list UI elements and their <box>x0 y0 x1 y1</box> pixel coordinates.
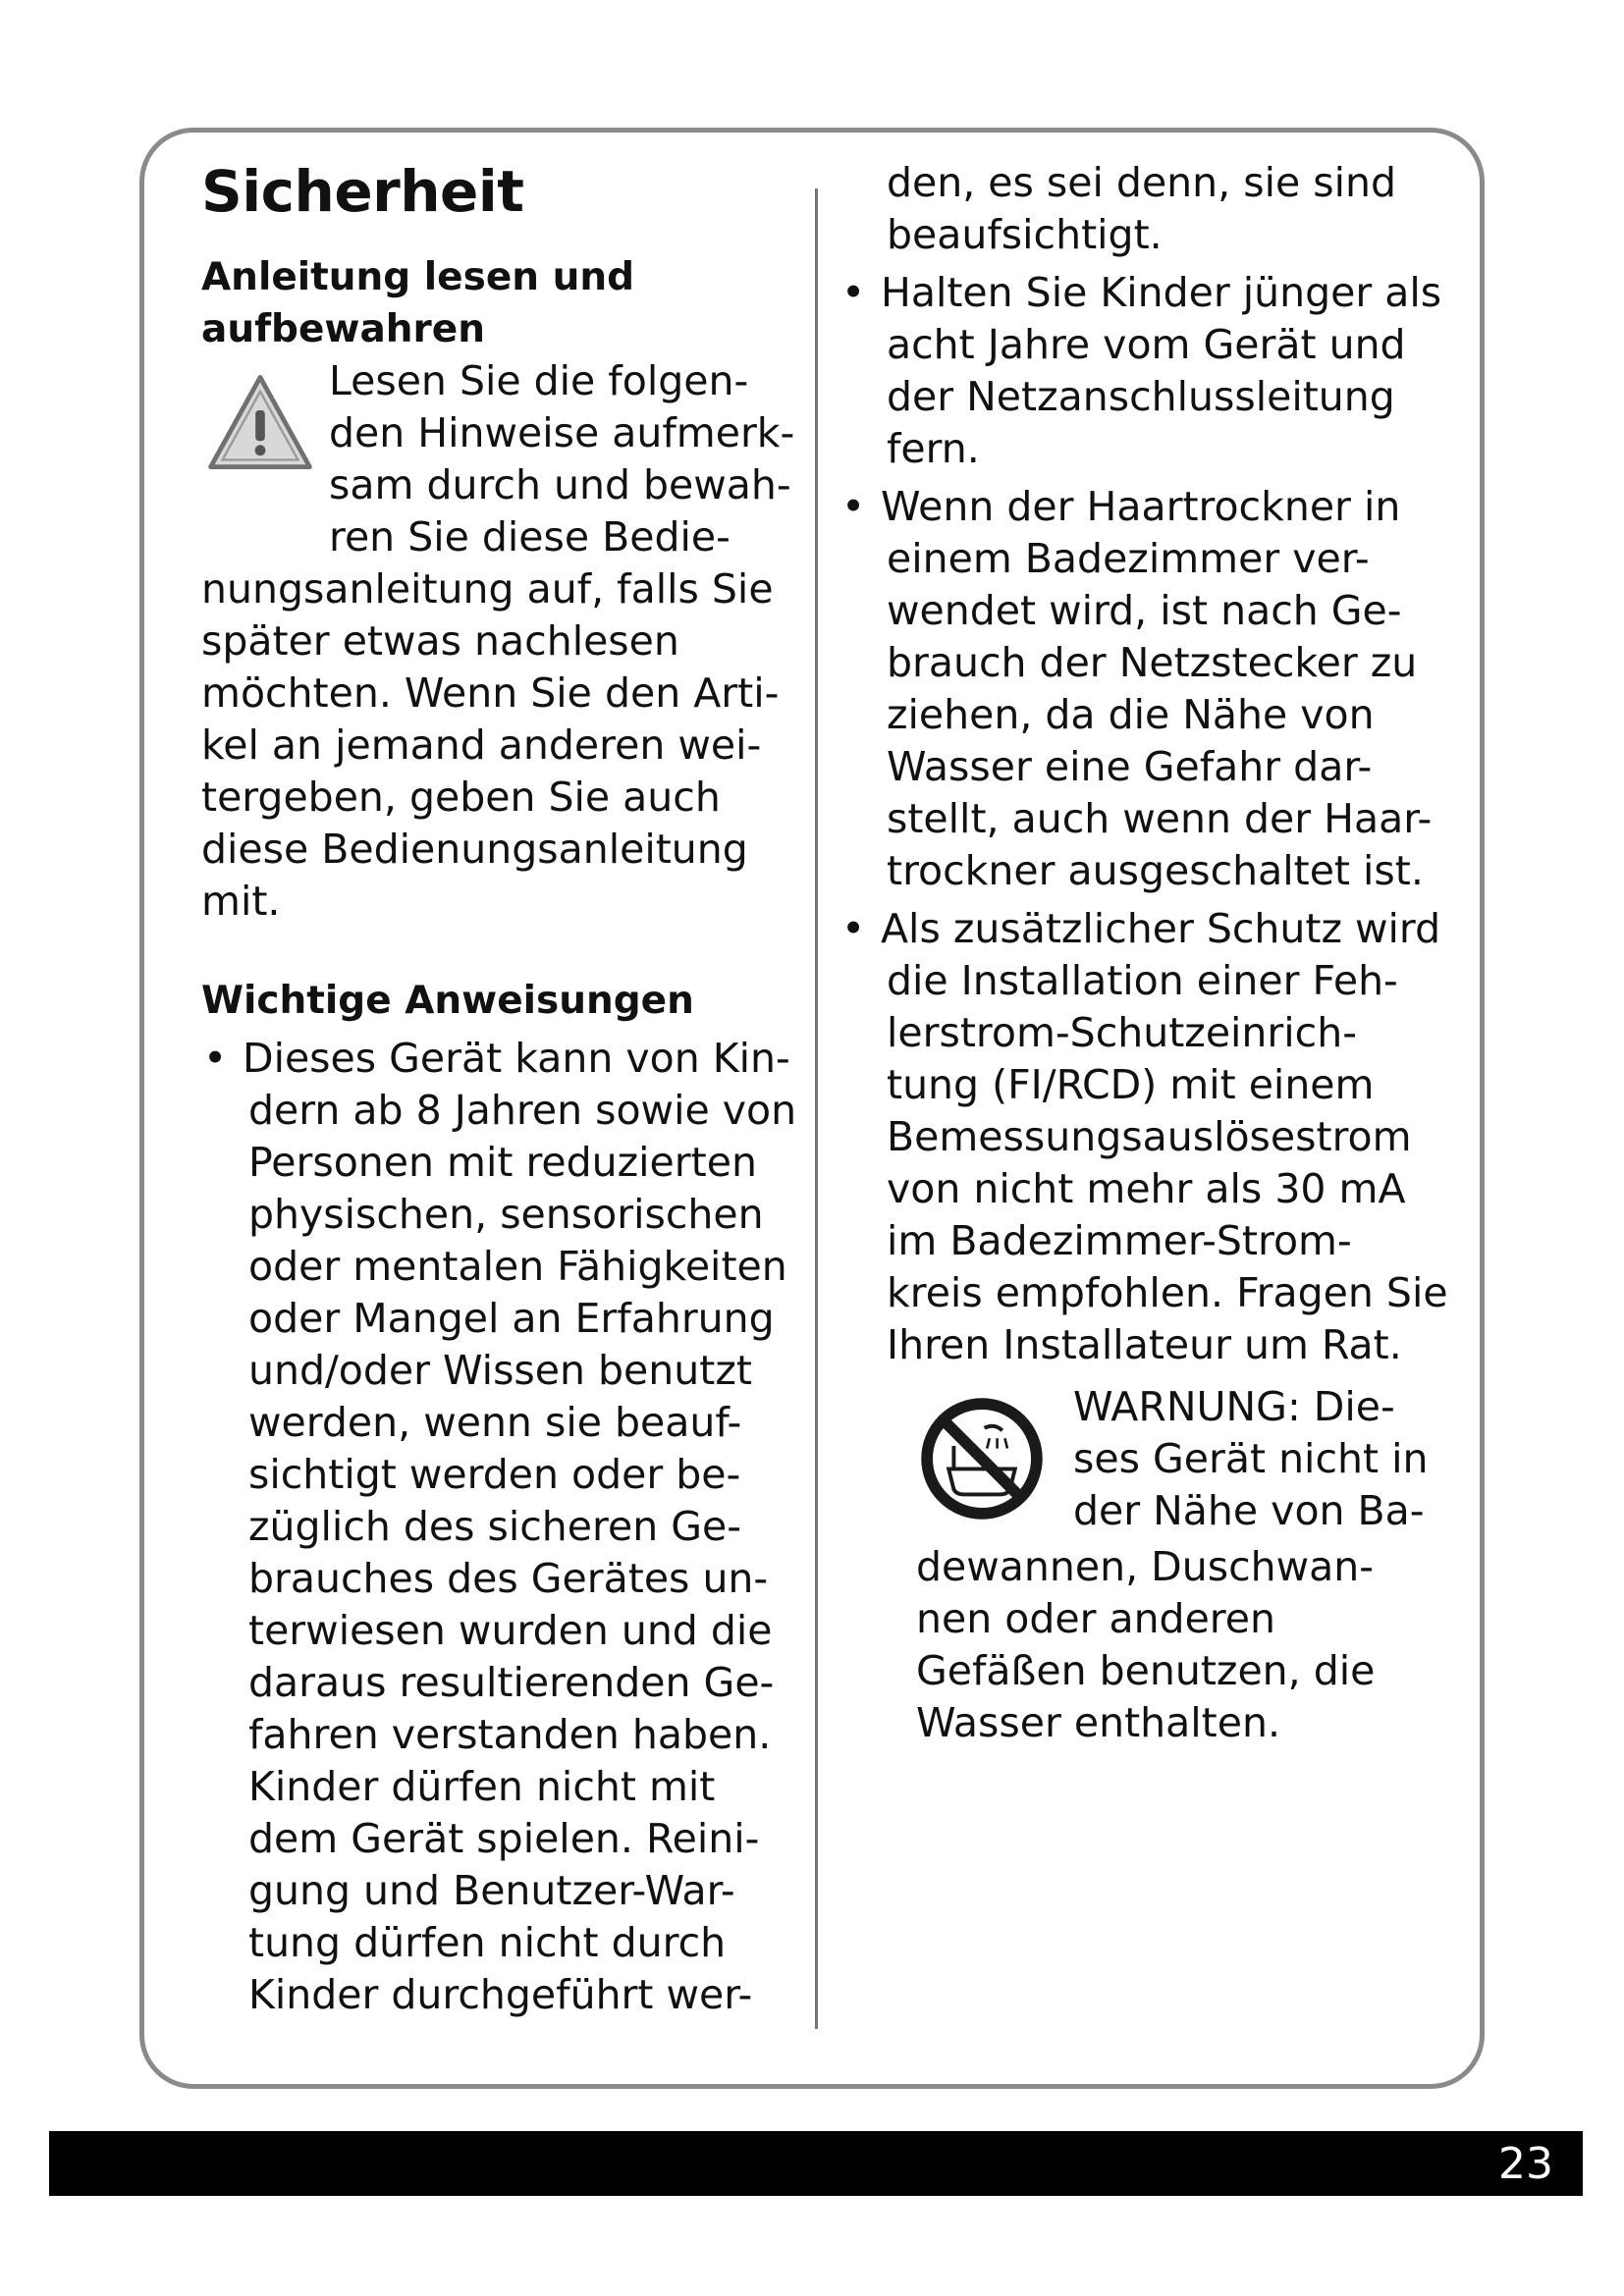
warning-continued-text <box>839 1541 1429 1749</box>
page-number: 23 <box>1498 2138 1553 2189</box>
text-line: dem Gerät spielen. Reini- <box>248 1815 760 1862</box>
page-title: Sicherheit <box>201 158 524 225</box>
left-column <box>201 157 797 2021</box>
text-line: gung und Benutzer-War- <box>248 1867 735 1914</box>
text-line: sam durch und bewah- <box>329 461 791 508</box>
text-line: einem Badezimmer ver- <box>887 535 1370 582</box>
text-line: beaufsichtigt. <box>887 211 1163 258</box>
text-line: brauch der Netzstecker zu <box>887 639 1418 686</box>
text-line: den Hinweise aufmerk- <box>329 409 795 456</box>
section-heading-read-instructions <box>201 251 790 355</box>
text-line: fern. <box>887 425 980 472</box>
text-line: WARNUNG: Die- <box>1073 1383 1395 1430</box>
text-line: den, es sei denn, sie sind <box>887 159 1396 206</box>
text-line: Kinder durchgeführt wer- <box>248 1971 753 2018</box>
no-bathtub-icon <box>918 1395 1046 1522</box>
column-divider <box>815 188 818 2029</box>
text-line: Dieses Gerät kann von Kin- <box>243 1035 790 1082</box>
text-line: terwiesen wurden und die <box>248 1607 773 1654</box>
text-line: Wasser enthalten. <box>916 1699 1280 1746</box>
text-line: werden, wenn sie beauf- <box>248 1399 742 1446</box>
intro-paragraph <box>201 355 795 928</box>
text-line: trockner ausgeschaltet ist. <box>887 847 1424 894</box>
heading-line: aufbewahren <box>201 307 485 351</box>
text-line: Kinder dürfen nicht mit <box>248 1763 716 1810</box>
list-item <box>201 1033 797 2021</box>
text-line: physischen, sensorischen <box>248 1191 764 1238</box>
text-line: Halten Sie Kinder jünger als <box>881 269 1442 316</box>
list-item <box>839 903 1448 1371</box>
text-line: im Badezimmer-Strom- <box>887 1217 1352 1264</box>
bullet-icon: • <box>841 905 866 952</box>
bullet-icon: • <box>841 483 866 530</box>
text-line: stellt, auch wenn der Haar- <box>887 795 1433 842</box>
text-line: fahren verstanden haben. <box>248 1711 772 1758</box>
text-line: diese Bedienungsanleitung <box>201 826 748 873</box>
text-line: brauches des Gerätes un- <box>248 1555 769 1602</box>
text-line: der Netzanschlussleitung <box>887 373 1395 420</box>
warning-triangle-icon <box>201 363 319 481</box>
text-line: sichtigt werden oder be- <box>248 1451 741 1498</box>
continued-text <box>839 157 1429 261</box>
text-line: ses Gerät nicht in <box>1073 1435 1429 1482</box>
text-line: tung dürfen nicht durch <box>248 1919 727 1966</box>
text-line: ziehen, da die Nähe von <box>887 691 1375 738</box>
text-line: mit. <box>201 878 281 925</box>
text-line: Wasser eine Gefahr dar- <box>887 743 1373 790</box>
text-line: wendet wird, ist nach Ge- <box>887 587 1402 634</box>
bullet-icon: • <box>203 1035 228 1082</box>
text-line: Personen mit reduzierten <box>248 1139 757 1186</box>
list-item <box>839 481 1433 897</box>
text-line: Ihren Installateur um Rat. <box>887 1321 1402 1368</box>
text-line: Bemessungsauslösestrom <box>887 1113 1412 1160</box>
text-line: möchten. Wenn Sie den Arti- <box>201 669 780 717</box>
text-line: ren Sie diese Bedie- <box>329 513 731 561</box>
text-line: oder Mangel an Erfahrung <box>248 1295 775 1342</box>
text-line: kreis empfohlen. Fragen Sie <box>887 1269 1448 1316</box>
text-line: Lesen Sie die folgen- <box>329 357 749 404</box>
text-line: die Installation einer Feh- <box>887 957 1398 1004</box>
text-line: lerstrom-Schutzeinrich- <box>887 1009 1357 1056</box>
text-line: züglich des sicheren Ge- <box>248 1503 742 1550</box>
footer-bar <box>49 2131 1583 2196</box>
right-column <box>839 157 1448 1749</box>
text-line: daraus resultierenden Ge- <box>248 1659 775 1706</box>
text-line: nen oder anderen <box>916 1595 1275 1642</box>
heading-line: Anleitung lesen und <box>201 255 635 299</box>
list-item <box>839 267 1442 475</box>
bullet-icon: • <box>841 269 866 316</box>
bathtub-warning <box>839 1381 1429 1537</box>
text-line: acht Jahre vom Gerät und <box>887 321 1406 368</box>
section-heading-important: Wichtige Anweisungen <box>201 979 694 1023</box>
text-line: dewannen, Duschwan- <box>916 1543 1375 1590</box>
text-line: oder mentalen Fähigkeiten <box>248 1243 787 1290</box>
text-line: tung (FI/RCD) mit einem <box>887 1061 1375 1108</box>
text-line: Als zusätzlicher Schutz wird <box>881 905 1441 952</box>
text-line: später etwas nachlesen <box>201 617 679 665</box>
text-line: Wenn der Haartrockner in <box>881 483 1401 530</box>
text-line: der Nähe von Ba- <box>1073 1487 1425 1534</box>
text-line: nungsanleitung auf, falls Sie <box>201 565 774 613</box>
text-line: tergeben, geben Sie auch <box>201 774 721 821</box>
text-line: von nicht mehr als 30 mA <box>887 1165 1406 1212</box>
text-line: Gefäßen benutzen, die <box>916 1647 1376 1694</box>
text-line: dern ab 8 Jahren sowie von <box>248 1087 797 1134</box>
text-line: kel an jemand anderen wei- <box>201 721 762 769</box>
text-line: und/oder Wissen benutzt <box>248 1347 752 1394</box>
